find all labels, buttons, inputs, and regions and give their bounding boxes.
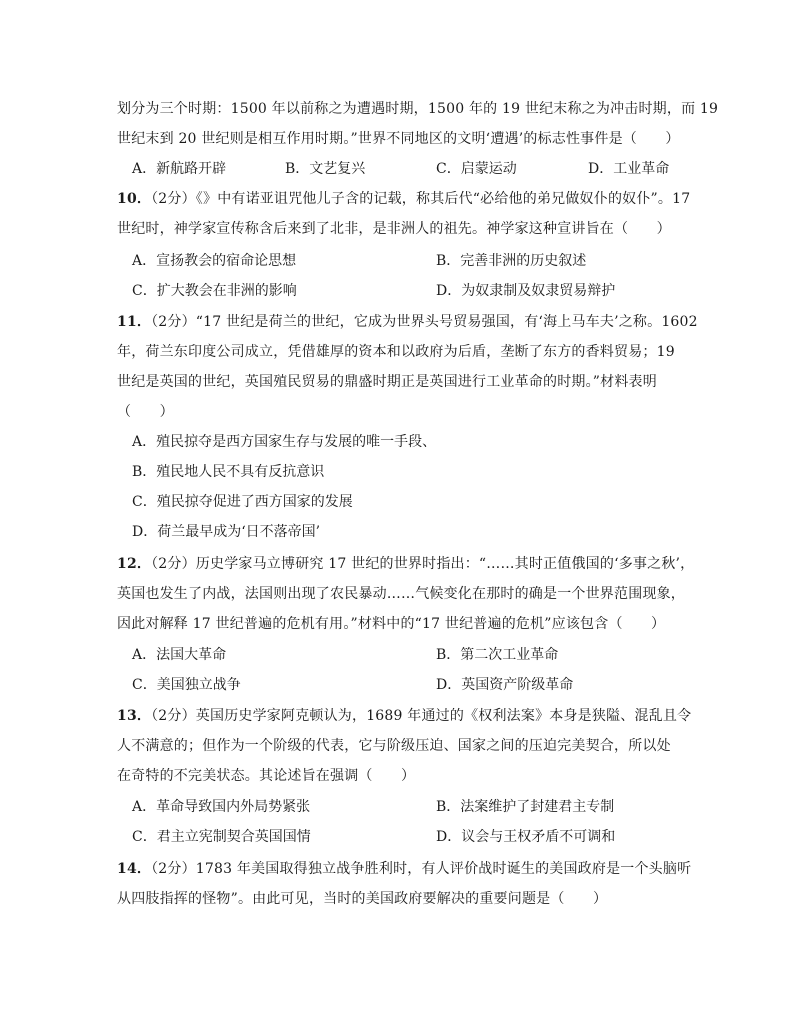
question-13-option-d: D．议会与王权矛盾不可调和 — [436, 829, 616, 845]
intro-option-d: D．工业革命 — [588, 161, 670, 177]
question-11-text-1: （2分）“17 世纪是荷兰的世纪，它成为世界头号贸易强国，有‘海上马车夫’之称。1602 — [151, 314, 698, 330]
question-12-text-1: （2分）历史学家马立博研究 17 世纪的世界时指出：“……其时正值俄国的‘多事之秋’， — [151, 556, 695, 572]
question-11-number: 11． — [117, 314, 152, 330]
question-12-number: 12． — [117, 556, 152, 572]
question-13-option-b: B．法案维护了封建君主专制 — [436, 799, 615, 815]
question-10-option-c: C．扩大教会在非洲的影响 — [132, 283, 297, 299]
question-13-line-2: 人不满意的；但作为一个阶级的代表，它与阶级压迫、国家之间的压迫完美契合，所以处 — [117, 738, 671, 754]
question-11-line-2: 年，荷兰东印度公司成立，凭借雄厚的资本和以政府为后盾，垄断了东方的香料贸易；19 — [117, 344, 675, 360]
question-13-line-1 — [117, 707, 691, 725]
question-13-option-a: A．革命导致国内外局势紧张 — [132, 799, 311, 815]
question-11-line-1 — [117, 313, 698, 331]
question-11-option-b: B．殖民地人民不具有反抗意识 — [132, 464, 325, 480]
question-14-line-2: 从四肢指挥的怪物”。由此可见，当时的美国政府要解决的重要问题是（ ） — [117, 891, 608, 907]
question-11-option-a: A．殖民掠夺是西方国家生存与发展的唯一手段、 — [132, 434, 437, 450]
intro-line-1: 划分为三个时期：1500 年以前称之为遭遇时期，1500 年的 19 世纪末称之为冲击时期，而 19 — [117, 101, 719, 117]
question-10-option-b: B．完善非洲的历史叙述 — [436, 253, 587, 269]
question-11-line-4: （ ） — [117, 404, 174, 420]
question-13-number: 13． — [117, 708, 152, 724]
question-10-line-2: 世纪时，神学家宣传称含后来到了北非，是非洲人的祖先。神学家这种宣讲旨在（ ） — [117, 221, 671, 237]
question-10-text-1: （2分）《》中有诺亚诅咒他儿子含的记载，称其后代“必给他的弟兄做奴仆的奴仆”。17 — [151, 191, 691, 207]
question-12-option-a: A．法国大革命 — [132, 647, 227, 663]
question-12-line-2: 英国也发生了内战，法国则出现了农民暴动……气候变化在那时的确是一个世界范围现象， — [117, 586, 685, 602]
question-14-number: 14． — [117, 861, 152, 877]
question-13-option-c: C．君主立宪制契合英国国情 — [132, 829, 311, 845]
question-13-text-1: （2分）英国历史学家阿克顿认为，1689 年通过的《权利法案》本身是狭隘、混乱且令 — [151, 708, 692, 724]
question-12-line-1 — [117, 555, 694, 573]
question-12-option-d: D．英国资产阶级革命 — [436, 677, 574, 693]
intro-option-c: C．启蒙运动 — [436, 161, 517, 177]
intro-option-a: A．新航路开辟 — [132, 161, 227, 177]
question-10-option-a: A．宣扬教会的宿命论思想 — [132, 253, 297, 269]
intro-line-2: 世纪末到 20 世纪则是相互作用时期。”世界不同地区的文明‘遭遇’的标志性事件是（ ） — [117, 131, 680, 147]
question-10-line-1 — [117, 190, 690, 208]
question-12-line-3: 因此对解释 17 世纪普遍的危机有用。”材料中的“17 世纪普遍的危机”应该包含（ ） — [117, 616, 666, 632]
question-14-text-1: （2分）1783 年美国取得独立战争胜利时，有人评价战时诞生的美国政府是一个头脑听 — [151, 861, 692, 877]
question-11-option-d: D．荷兰最早成为‘日不落帝国’ — [132, 524, 321, 540]
question-10-option-d: D．为奴隶制及奴隶贸易辩护 — [436, 283, 616, 299]
question-12-option-c: C．美国独立战争 — [132, 677, 241, 693]
intro-option-b: B．文艺复兴 — [285, 161, 366, 177]
question-11-line-3: 世纪是英国的世纪，英国殖民贸易的鼎盛时期正是英国进行工业革命的时期。”材料表明 — [117, 374, 657, 390]
question-10-number: 10． — [117, 191, 152, 207]
question-11-option-c: C．殖民掠夺促进了西方国家的发展 — [132, 494, 353, 510]
question-13-line-3: 在奇特的不完美状态。其论述旨在强调（ ） — [117, 768, 416, 784]
question-14-line-1 — [117, 860, 691, 878]
question-12-option-b: B．第二次工业革命 — [436, 647, 559, 663]
